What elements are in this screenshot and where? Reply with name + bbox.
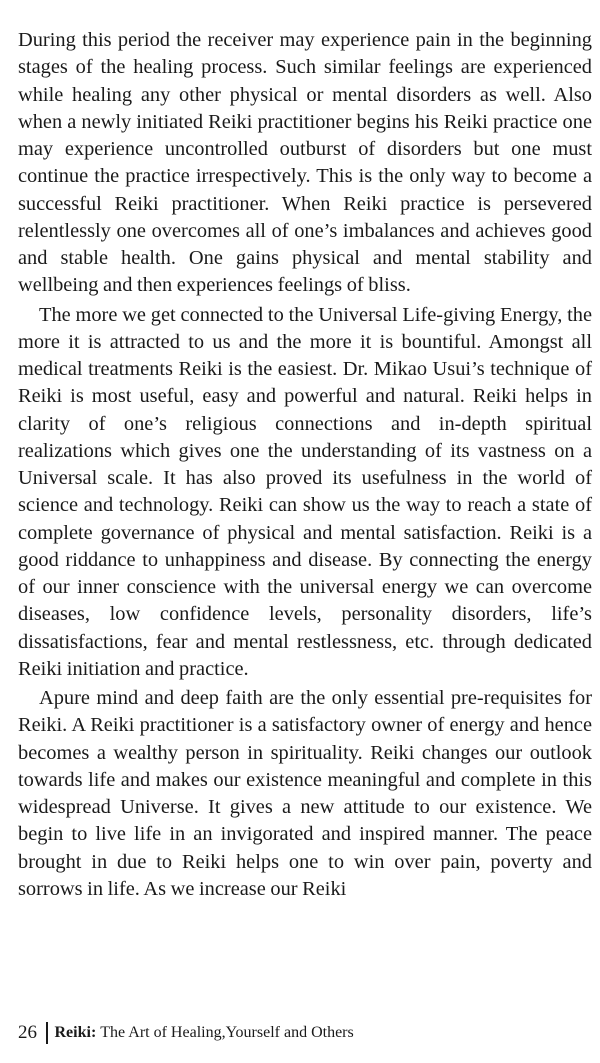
page-footer xyxy=(18,1022,354,1044)
running-title: The Art of Healing,Yourself and Others xyxy=(100,1024,354,1041)
running-title-bold: Reiki: xyxy=(54,1024,97,1041)
body-paragraph-3: Apure mind and deep faith are the only essential pre-requisites for Reiki. A Reiki practitioner is a satisfactory owner of energy and hence becomes a wealthy person in spirituality. Reiki changes our outlook towards life and makes our existence meaningful and complete in this widespread Universe. It gives a new attitude to our existence. We begin to live life in an invigorated and inspired manner. The peace brought in due to Reiki helps one to win over pain, poverty and sorrows in life. As we increase our Reiki xyxy=(18,687,592,900)
page-body xyxy=(18,27,592,903)
footer-divider xyxy=(46,1022,48,1044)
page-number: 26 xyxy=(18,1022,37,1043)
body-paragraph-2: The more we get connected to the Universal Life-giving Energy, the more it is attracted to us and the more it is bountiful. Amongst all medical treatments Reiki is the easiest. Dr. Mikao Usui’s technique of Reiki is most useful, easy and powerful and natural. Reiki helps in clarity of one’s religious connections and in-depth spiritual realizations which gives one the understanding of its vastness on a Universal scale. It has also proved its usefulness in the world of science and technology. Reiki can show us the way to reach a state of complete governance of physical and mental satisfaction. Reiki is a good riddance to unhappiness and disease. By connecting the energy of our inner conscience with the universal energy we can overcome diseases, low confidence levels, personality disorders, life’s dissatisfactions, fear and mental restlessness, etc. through dedicated Reiki initiation and practice. xyxy=(18,303,592,680)
body-paragraph-1: During this period the receiver may experience pain in the beginning stages of the healing process. Such similar feelings are experienced while healing any other physical or mental disorders as well. Also when a newly initiated Reiki practitioner begins his Reiki practice one may experience uncontrolled outburst of disorders but one must continue the practice irrespectively. This is the only way to become a successful Reiki practitioner. When Reiki practice is persevered relentlessly one overcomes all of one’s imbalances and achieves good and stable health. One gains physical and mental stability and wellbeing and then experiences feelings of bliss. xyxy=(18,29,592,297)
